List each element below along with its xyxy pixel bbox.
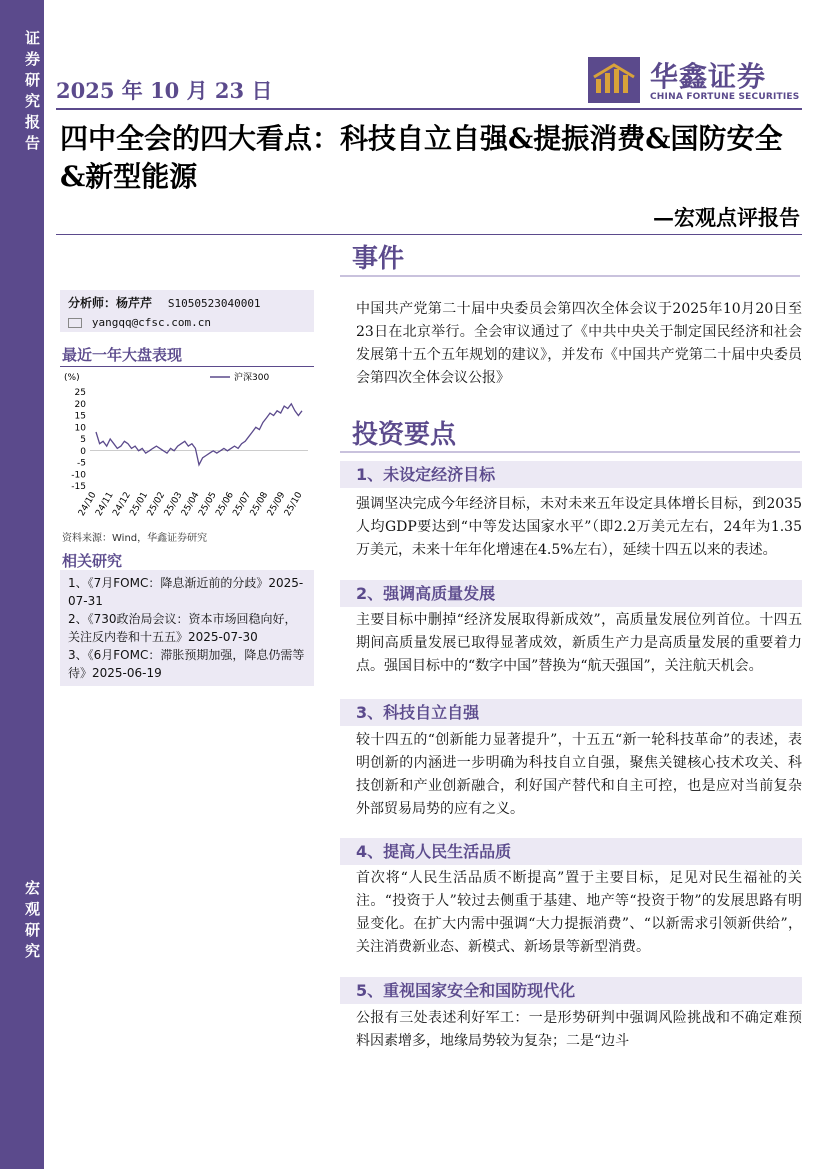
y-tick-label: 10	[74, 423, 86, 434]
point-heading: 5、重视国家安全和国防现代化	[340, 977, 802, 1004]
analyst-cert: S1050523040001	[167, 297, 261, 310]
y-tick-label: 25	[74, 388, 86, 398]
point-heading: 2、强调高质量发展	[340, 580, 802, 607]
x-tick-label: 25/05	[197, 490, 219, 518]
point-heading: 1、未设定经济目标	[340, 461, 802, 488]
point-text: 首次将“人民生活品质不断提高”置于主要目标，足见对民生福祉的关注。“投资于人”较过去侧重于基建、地产等“投资于物”的发展思路有明显变化。在扩大内需中强调“大力提振消费”、“以新需求引领新供给”，关注消费新业态、新模式、新场景等新型消费。	[356, 870, 802, 955]
point-text: 较十四五的“创新能力显著提升”，十五五“新一轮科技革命”的表述，表明创新的内涵进一步明确为科技自立自强，聚焦关键核心技术攻关、科技创新和产业创新融合，利好国产替代和自主可控，也是应对当前复杂外部贸易局势的应有之义。	[356, 732, 802, 817]
y-tick-label: 20	[74, 399, 86, 410]
sidebar-label-report: 证券研究报告	[23, 30, 41, 156]
y-tick-label: 15	[74, 411, 86, 422]
event-text: 中国共产党第二十届中央委员会第四次全体会议于2025年10月20日至23日在北京举行。全会审议通过了《中共中央关于制定国民经济和社会发展第十五个五年规划的建议》，并发布《中国共产党第二十届中央委员会第四次全体会议公报》	[356, 301, 802, 386]
related-research-title: 相关研究	[62, 552, 123, 570]
x-tick-label: 25/04	[179, 490, 202, 518]
point-heading: 3、科技自立自强	[340, 699, 802, 726]
x-tick-label: 25/06	[214, 490, 236, 518]
related-item[interactable]: 1、《7月FOMC：降息渐近前的分歧》2025-07-31	[68, 576, 304, 608]
sidebar	[0, 0, 44, 1169]
point-text: 主要目标中删掉“经济发展取得新成效”，高质量发展位列首位。十四五期间高质量发展已取得显著成效，新质生产力是高质量发展的重要着力点。强国目标中的“数字中国”替换为“航天强国”，关注航天机会。	[356, 612, 802, 674]
title-divider	[56, 234, 802, 235]
points-heading: 投资要点	[352, 420, 457, 450]
y-tick-label: 5	[80, 435, 86, 445]
analyst-name: 分析师：杨芹芹	[68, 296, 153, 310]
analyst-box	[60, 290, 314, 332]
y-tick-label: -5	[77, 458, 86, 469]
report-date: 2025 年 10 月 23 日	[56, 78, 273, 103]
report-subtitle: —宏观点评报告	[653, 205, 800, 230]
y-tick-label: -10	[71, 470, 86, 481]
x-tick-label: 25/07	[231, 490, 254, 518]
points-heading-rule	[340, 451, 800, 453]
x-tick-label: 25/10	[282, 490, 305, 518]
sidebar-label-category: 宏观研究	[23, 880, 41, 964]
x-tick-label: 25/02	[145, 490, 168, 518]
x-tick-label: 25/03	[162, 490, 185, 518]
analyst-email[interactable]: yangqq@cfsc.com.cn	[91, 316, 212, 329]
x-tick-label: 24/11	[94, 490, 116, 518]
x-tick-label: 25/08	[248, 490, 271, 518]
related-item[interactable]: 2、《730政治局会议：资本市场回稳向好，关注反内卷和十五五》2025-07-30	[68, 612, 297, 644]
company-name: 华鑫证券	[650, 60, 767, 93]
report-title: 四中全会的四大看点：科技自立自强&提振消费&国防安全&新型能源	[60, 122, 783, 193]
market-line-chart	[60, 368, 314, 528]
series-line-hs300	[96, 404, 302, 465]
event-heading-rule	[340, 275, 800, 277]
header-divider	[56, 108, 802, 110]
x-tick-label: 25/09	[265, 490, 288, 518]
email-icon	[68, 318, 82, 328]
point-heading: 4、提高人民生活品质	[340, 838, 802, 865]
y-tick-label: 0	[80, 446, 86, 457]
x-tick-label: 24/12	[111, 490, 133, 518]
legend-label: 沪深300	[234, 373, 270, 383]
event-heading: 事件	[352, 244, 405, 274]
company-name-english: CHINA FORTUNE SECURITIES	[650, 92, 800, 102]
y-tick-label: -15	[71, 482, 86, 492]
company-logo-icon	[588, 57, 640, 103]
chart-source: 资料来源：Wind，华鑫证券研究	[62, 533, 208, 544]
point-text: 强调坚决完成今年经济目标，未对未来五年设定具体增长目标，到2035人均GDP要达到“中等发达国家水平”（即2.2万美元左右，24年为1.35万美元，未来十年年化增速在4.5%左右），延续十四五以来的表述。	[356, 496, 802, 558]
point-text: 公报有三处表述利好军工：一是形势研判中强调风险挑战和不确定难预料因素增多，地缘局势较为复杂；二是“边斗	[356, 1010, 802, 1049]
x-tick-label: 25/01	[128, 490, 151, 518]
market-chart-title: 最近一年大盘表现	[62, 346, 183, 364]
related-research-list	[60, 570, 314, 686]
market-title-rule	[60, 366, 314, 367]
x-tick-label: 24/10	[76, 490, 99, 518]
y-axis-unit: (%)	[64, 373, 80, 383]
related-item[interactable]: 3、《6月FOMC：滞胀预期加强，降息仍需等待》2025-06-19	[68, 648, 305, 680]
